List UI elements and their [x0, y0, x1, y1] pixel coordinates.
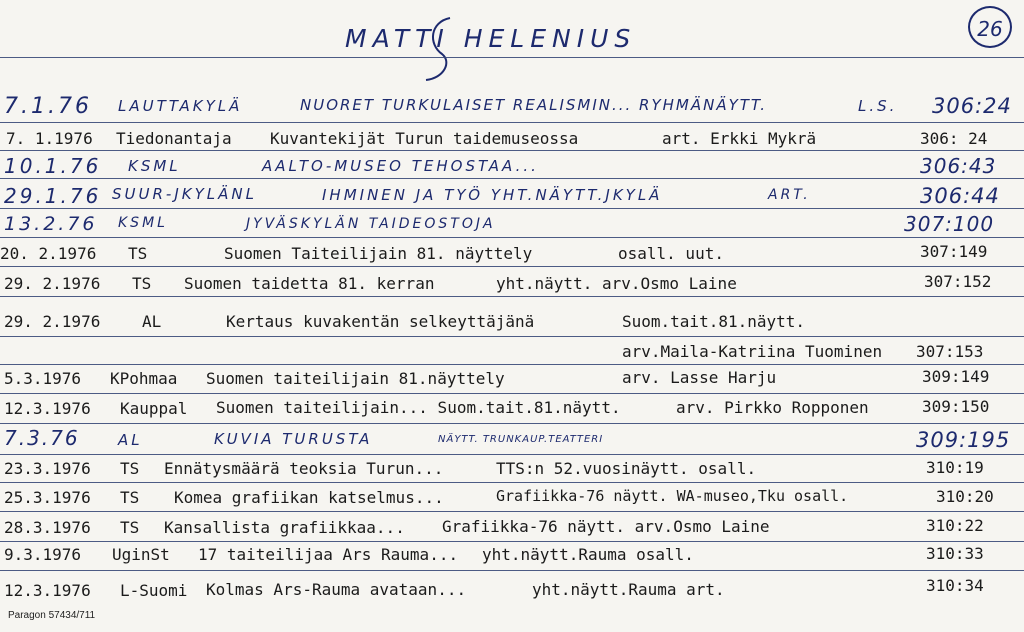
entry-source: LAUTTAKYLÄ — [118, 97, 243, 115]
entry-date: 7.3.76 — [4, 426, 80, 450]
entry-source: TS — [120, 459, 140, 478]
entry-extra: NÄYTT. TRUNKAUP.TEATTERI — [438, 434, 604, 445]
entry-info: Grafiikka-76 näytt. arv.Osmo Laine — [442, 517, 770, 536]
entry-source: SUUR-JKYLÄNL — [112, 185, 257, 203]
entry-source: KSML — [128, 157, 181, 175]
entry-date: 28.3.1976 — [4, 518, 91, 537]
entry-text: NUORET TURKULAISET REALISMIN... RYHMÄNÄYTT. — [300, 96, 768, 114]
rule-line — [0, 237, 1024, 238]
entry-text: 17 taiteilijaa Ars Rauma... — [198, 545, 459, 564]
entry-ref: 310:33 — [926, 544, 984, 563]
entry-date: 29. 2.1976 — [4, 274, 101, 293]
entry-text: Komea grafiikan katselmus... — [174, 488, 444, 507]
entry-ref: 306:43 — [920, 154, 997, 178]
card-footer-label: Paragon 57434/711 — [8, 610, 96, 621]
entry-text: Suomen Taiteilijain 81. näyttely — [224, 244, 533, 263]
entry-date: 12.3.1976 — [4, 399, 91, 418]
card-number-badge: 26 — [968, 6, 1012, 48]
entry-source: L-Suomi — [120, 581, 188, 600]
entry-ref: 307:153 — [916, 342, 984, 361]
entry-date: 29. 2.1976 — [4, 312, 101, 331]
entry-date: 20. 2.1976 — [0, 244, 97, 263]
entry-source: TS — [132, 274, 152, 293]
entry-source: UginSt — [112, 545, 170, 564]
entry-date: 10.1.76 — [4, 154, 102, 178]
rule-line — [0, 208, 1024, 209]
entry-info: TTS:n 52.vuosinäytt. osall. — [496, 459, 757, 478]
entry-info: yht.näytt. arv.Osmo Laine — [496, 274, 737, 293]
entry-date: 29.1.76 — [4, 184, 102, 208]
rule-line — [0, 393, 1024, 394]
entry-text: AALTO-MUSEO TEHOSTAA... — [262, 157, 539, 175]
entry-info: arv. Lasse Harju — [622, 368, 777, 387]
entry-ref: 309:149 — [922, 367, 990, 386]
header-rule — [0, 57, 1024, 58]
entry-text: Suomen taiteilijain 81.näyttely — [206, 369, 505, 388]
entry-ref: 307:149 — [920, 242, 988, 261]
entry-info: yht.näytt.Rauma osall. — [482, 545, 694, 564]
entry-text: Suomen taiteilijain... Suom.tait.81.näytt. — [216, 398, 621, 417]
entry-date: 7. 1.1976 — [6, 129, 93, 148]
entry-date: 9.3.1976 — [4, 545, 82, 564]
entry-source: KSML — [118, 215, 168, 231]
rule-line — [0, 178, 1024, 179]
entry-ref: 307:152 — [924, 272, 992, 291]
entry-text: Ennätysmäärä teoksia Turun... — [164, 459, 444, 478]
entry-text: KUVIA TURUSTA — [214, 430, 373, 448]
entry-info: art. Erkki Mykrä — [662, 129, 817, 148]
entry-extra: L.S. — [858, 97, 898, 115]
rule-line — [0, 570, 1024, 571]
entry-ref: 309:195 — [916, 428, 1011, 452]
rule-line — [0, 541, 1024, 542]
rule-line — [0, 150, 1024, 151]
entry-info: Suom.tait.81.näytt. — [622, 312, 806, 331]
rule-line — [0, 423, 1024, 424]
handwritten-bracket-mark — [420, 14, 460, 84]
card-title: MATTI HELENIUS — [345, 24, 637, 53]
entry-ref: 309:150 — [922, 397, 990, 416]
entry-ref: 310:20 — [936, 487, 994, 506]
entry-text: JYVÄSKYLÄN TAIDEOSTOJA — [246, 216, 496, 232]
entry-date: 23.3.1976 — [4, 459, 91, 478]
entry-text: Suomen taidetta 81. kerran — [184, 274, 435, 293]
rule-line — [0, 482, 1024, 483]
rule-line — [0, 454, 1024, 455]
entry-info: Grafiikka-76 näytt. WA-museo,Tku osall. — [496, 487, 849, 505]
entry-info: yht.näytt.Rauma art. — [532, 580, 725, 599]
entry-ref: 306:44 — [920, 184, 1000, 208]
entry-date: 25.3.1976 — [4, 488, 91, 507]
entry-ref: 306: 24 — [920, 129, 988, 148]
entry-source: AL — [118, 431, 143, 449]
entry-source: AL — [142, 312, 162, 331]
entry-source: Tiedonantaja — [116, 129, 232, 148]
entry-ref: 306:24 — [932, 94, 1012, 118]
entry-ref: 310:22 — [926, 516, 984, 535]
rule-line — [0, 296, 1024, 297]
entry-info: osall. uut. — [618, 244, 724, 263]
entry-info: arv.Maila-Katriina Tuominen — [622, 342, 883, 361]
entry-date: 12.3.1976 — [4, 581, 91, 600]
entry-extra: ART. — [768, 187, 811, 203]
entry-date: 5.3.1976 — [4, 369, 82, 388]
entry-text: Kolmas Ars-Rauma avataan... — [206, 580, 467, 599]
entry-source: TS — [128, 244, 148, 263]
entry-info: arv. Pirkko Ropponen — [676, 398, 869, 417]
entry-source: TS — [120, 518, 140, 537]
entry-source: Kauppal — [120, 399, 188, 418]
entry-source: TS — [120, 488, 140, 507]
entry-text: Kertaus kuvakentän selkeyttäjänä — [226, 312, 535, 331]
entry-date: 7.1.76 — [4, 94, 92, 119]
entry-ref: 310:19 — [926, 458, 984, 477]
entry-text: IHMINEN JA TYÖ YHT.NÄYTT.JKYLÄ — [322, 186, 663, 204]
rule-line — [0, 364, 1024, 365]
rule-line — [0, 511, 1024, 512]
entry-source: KPohmaa — [110, 369, 178, 388]
rule-line — [0, 122, 1024, 123]
entry-text: Kansallista grafiikkaa... — [164, 518, 405, 537]
rule-line — [0, 266, 1024, 267]
entry-ref: 310:34 — [926, 576, 984, 595]
entry-date: 13.2.76 — [4, 213, 98, 235]
rule-line — [0, 336, 1024, 337]
entry-ref: 307:100 — [904, 212, 995, 236]
entry-text: Kuvantekijät Turun taidemuseossa — [270, 129, 579, 148]
